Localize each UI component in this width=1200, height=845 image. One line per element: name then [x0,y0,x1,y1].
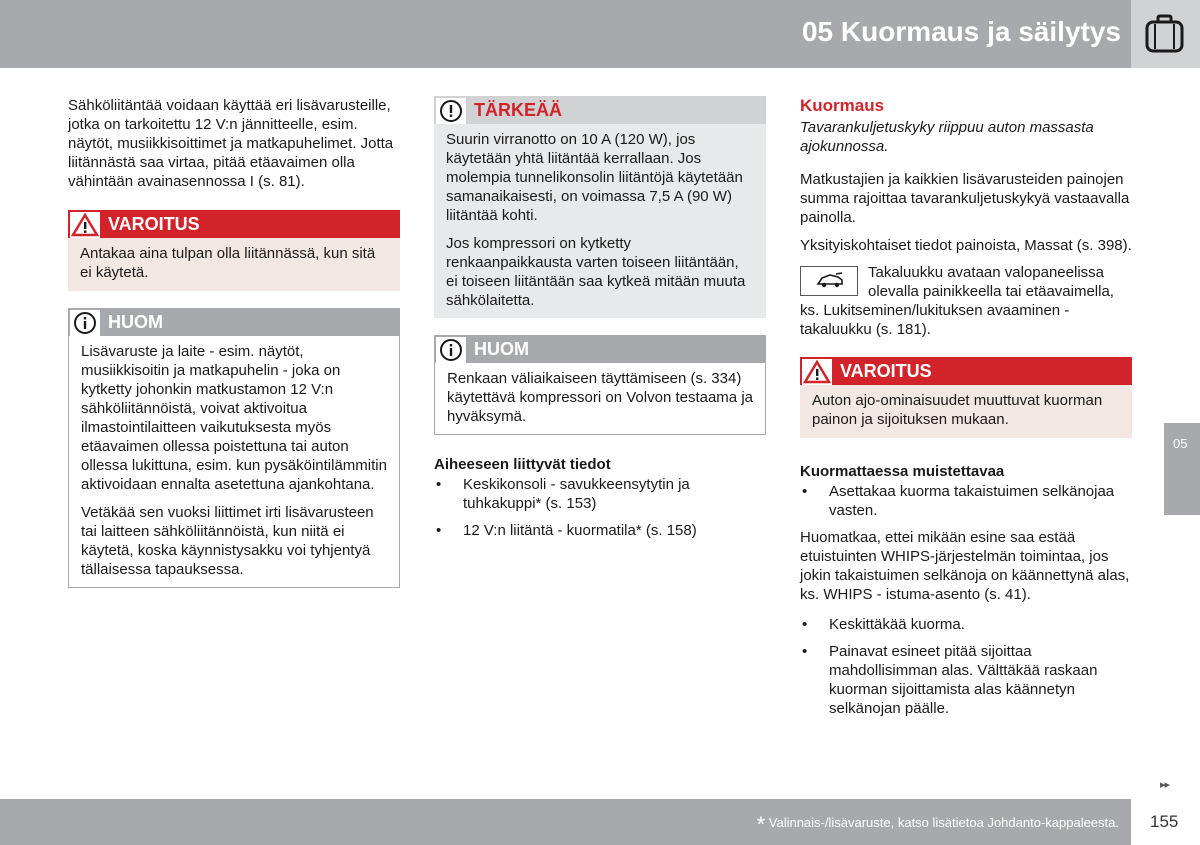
tailgate-button-icon [800,266,858,296]
footer-bar [0,799,1131,845]
important-title: TÄRKEÄÄ [474,100,562,120]
related-link[interactable]: • 12 V:n liitäntä - kuormatila* (s. 158) [434,521,766,540]
subsection-heading: Kuormattaessa muistettavaa [800,463,1005,480]
note-header [68,308,400,336]
warning-box [800,357,1132,438]
warning-header [68,210,400,238]
related-list [434,475,766,540]
warning-triangle-icon [802,359,832,385]
page-number-box [1131,799,1200,845]
related-link[interactable]: • Keskikonsoli - savukkeensytytin ja tuhkakuppi* (s. 153) [434,475,766,513]
related-heading: Aiheeseen liittyvät tiedot [434,456,611,473]
warning-text: Antakaa aina tulpan olla liitännässä, kun sitä ei käytetä. [68,238,400,291]
chapter-title: 05 Kuormaus ja säilytys [801,16,1121,47]
caution-icon [436,98,466,124]
important-body [434,124,766,318]
footer-note [756,812,1119,837]
warning-triangle-icon [70,212,100,238]
note-title: HUOM [474,339,529,359]
chapter-side-tab [1164,423,1200,515]
chapter-icon-box [1131,0,1200,68]
info-icon [70,310,100,336]
note-box [68,308,400,588]
note-body [68,336,400,588]
list-item: • Painavat esineet pitää sijoittaa mahdollisimman alas. Välttäkää raskaan kuorman sijoittamista alas käännetyn selkänojan päälle. [800,642,1132,718]
column-middle [434,96,766,549]
warning-text: Auton ajo-ominaisuudet muuttuvat kuorman painon ja sijoituksen mukaan. [800,385,1132,438]
section-heading: Kuormaus [800,96,885,115]
important-paragraph: Suurin virranotto on 10 A (120 W), jos käytetään yhtä liitäntää kerrallaan. Jos molempia tunnelikonsolin liitäntöjä käytetään samanaikaisesti, on voimassa 7,5 A (90 W) liitäntää kohti. [446,131,743,224]
warning-box [68,210,400,291]
note-text: Renkaan väliaikaiseen täyttämiseen (s. 334) käytettävä kompressori on Volvon testaama ja hyväksymä. [434,363,766,435]
section-lead: Tavarankuljetuskyky riippuu auton massasta ajokunnossa. [800,119,1094,155]
note-paragraph: Vetäkää sen vuoksi liittimet irti lisävarusteen tai laitteen sähköliitännöistä, kun niitä ei käytetä, koska käynnistysakku voi tyhjentyä tällaisessa tapauksessa. [81,504,374,578]
warning-header [800,357,1132,385]
footnote-text: Valinnais-/lisävaruste, katso lisätietoa Johdanto-kappaleesta. [765,815,1119,830]
list-item: • Keskittäkää kuorma. [800,615,1132,634]
note-paragraph: Lisävaruste ja laite - esim. näytöt, musiikkisoitin ja matkapuhelin - joka on kytketty johonkin matkustamon 12 V:n sähköliitännöistä, voivat aktivoitua ilmastointilaitteen vaikutuksesta myös etäavaimen ollessa poistettuna tai auton ollessa lukittuna, esim. kun pysäköintilämmitin aktivoidaan ennalta asetettuna ajankohtana. [81,343,387,493]
info-icon [436,337,466,363]
warning-title: VAROITUS [840,361,932,381]
warning-title: VAROITUS [108,214,200,234]
body-paragraph: Huomatkaa, ettei mikään esine saa estää etuistuinten WHIPS-järjestelmän toimintaa, jos jokin takaistuimen selkänoja on käännettynä alas, ks. WHIPS - istuma-asento (s. 41). [800,529,1130,603]
luggage-icon [1144,14,1186,54]
column-right [800,96,1132,727]
intro-paragraph: Sähköliitäntää voidaan käyttää eri lisävarusteille, jotka on tarkoitettu 12 V:n jännitteelle, esim. näytöt, musiikkisoittimet ja matkapuhelimet. Jotta liitännästä saa virtaa, pitää etäavaimen olla vähintään avainasennossa I (s. 81). [68,97,394,190]
tailgate-text: Takaluukku avataan valopaneelissa olevalla painikkeella tai etäavaimella, ks. Lukitseminen/lukituksen avaaminen - takaluukku (s. 181). [800,264,1114,338]
note-title: HUOM [108,312,163,332]
continue-arrows-icon: ▸▸ [1160,779,1170,791]
footnote-star: * [756,812,766,837]
important-box [434,96,766,318]
note-header [434,335,766,363]
remember-list [800,482,1132,520]
list-item: • Asettakaa kuorma takaistuimen selkänojaa vasten. [800,482,1132,520]
page-number: 155 [1150,812,1179,831]
column-left [68,96,400,605]
note-box [434,335,766,435]
chapter-header-bar [0,0,1131,68]
body-paragraph: Yksityiskohtaiset tiedot painoista, Massat (s. 398). [800,237,1132,254]
important-paragraph: Jos kompressori on kytketty renkaanpaikkausta varten toiseen liitäntään, ei toiseen liitäntään saa kytkeä mitään muuta sähkölaitetta. [446,235,746,309]
chapter-side-tab-label: 05 [1173,436,1188,451]
tailgate-info [800,263,1132,339]
body-paragraph: Matkustajien ja kaikkien lisävarusteiden painojen summa rajoittaa tavarankuljetuskykyä vastaavalla painolla. [800,171,1130,226]
important-header [434,96,766,124]
remember-list [800,615,1132,718]
